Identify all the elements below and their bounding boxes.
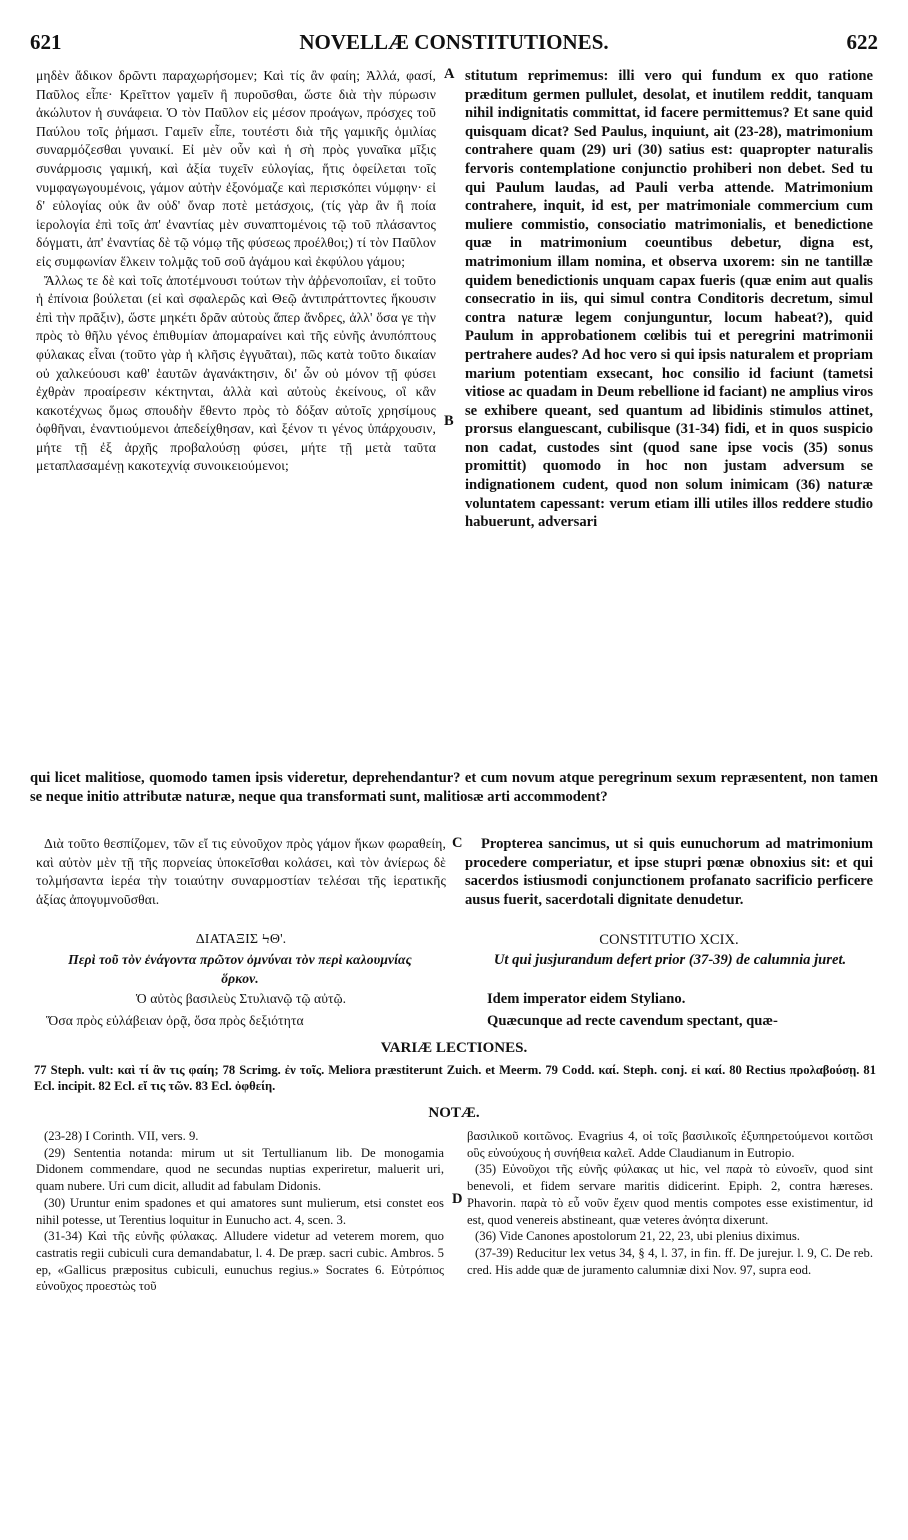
note-item: (30) Uruntur enim spadones et qui amatores sunt mulierum, etsi constet eos nihil potesse, ut Terentius loquitur in Eunucho act. 4, scen. 3.	[36, 1195, 444, 1227]
greek-address: Ὁ αὐτὸς βασιλεὺς Στυλιανῷ τῷ αὐτῷ.	[135, 991, 347, 1006]
running-title: NOVELLÆ CONSTITUTIONES.	[299, 30, 609, 54]
latin-fullwidth-continuation: qui licet malitiose, quomodo tamen ipsis videretur, deprehendantur? et cum novum atque peregrinum sexum repræsentent, non tamen se neque initio attributæ naturæ, neque qua transformati sunt, malitiosæ arti accommodent?	[30, 770, 878, 805]
greek-paragraph-3: Διὰ τοῦτο θεσπίζομεν, τῶν εἴ τις εὐνοῦχον πρὸς γάμον ἥκων φωραθείη, καὶ αὐτὸν μὲν τῇ τῆς πορνείας ὑποκεῖσθαι κολάσει, καὶ τὸν ἀνίερως δὲ τολμήσαντα ἱερέα τὴν τοιαύτην συναρμοστίαν τελέσαι τῆς ἱερατικῆς ἀξίας ἀπογυμνοῦσθαι.	[36, 836, 446, 907]
page-number-left: 621	[30, 30, 62, 54]
variae-lectiones-title: VARIÆ LECTIONES.	[380, 1040, 528, 1056]
column-marker-d: D	[452, 1191, 463, 1207]
column-marker-a: A	[444, 66, 455, 82]
latin-paragraph-2: Propterea sancimus, ut si quis eunuchorum ad matrimonium procedere comperiatur, et ipse stupri pœnæ obnoxius sit: et qui sacerdos istiusmodi conjunctionem profanato sacrificio perficere ausus fuerit, sacerdotali dignitate denudetur.	[465, 836, 873, 908]
note-item: (31-34) Καὶ τῆς εὐνῆς φύλακας. Alludere videtur ad veterem morem, quo castratis regii cubiculi cura demandabatur, l. 4. De præp. sacri cubic. Ambros. 5 ep, «Gallicus præpositus cubiculi, eunuchus regius.» Socrates 6. Εὐτρόπιος εὐνοῦχος προεστὼς τοῦ	[36, 1229, 444, 1294]
note-item: (35) Εὐνοῦχοι τῆς εὐνῆς φύλακας ut hic, vel παρὰ τὸ εὐνοεῖν, quod sint benevoli, et fidem servare maritis didicerint. Epiph. 2, contra hæreses. Phavorin. παρὰ τὸ εὖ νοῦν ἔχειν quod mentis compotes esse existimentur, id est, quod venereis abstineant, quæ veteres ἀνόητα dixerunt.	[467, 1162, 873, 1227]
greek-column-upper	[36, 67, 436, 476]
note-item: (23-28) I Corinth. VII, vers. 9.	[44, 1129, 199, 1143]
note-item: (29) Sententia notanda: mirum ut sit Tertullianum lib. De monogamia Didonem commendare, quod ne secundas nuptias experiretur, maluerit uri, quam nubere. Uri cum dicit, alludit ad fabulam Didonis.	[36, 1145, 444, 1194]
greek-constitution-subtitle: Περὶ τοῦ τὸν ἐνάγοντα πρῶτον ὀμνύναι τὸν περὶ καλουμνίας ὅρκον.	[68, 952, 412, 986]
latin-constitution-title: CONSTITUTIO XCIX.	[599, 932, 739, 948]
column-marker-b: B	[444, 413, 454, 429]
page-number-right: 622	[846, 30, 878, 54]
column-marker-c: C	[452, 835, 463, 851]
greek-paragraph-1: μηδὲν ἄδικον δρῶντι παραχωρήσομεν; Καὶ τίς ἂν φαίη; Ἀλλά, φασί, Παῦλος εἶπε· Κρεῖττον γαμεῖν ἢ πυροῦσθαι, ὥστε διὰ τὴν πύρωσιν ἀκώλυτον ἡ συνάφεια. Ὁ τὸν Παῦλον εἰς μέσον προάγων, πρόσχες τοῦ Παύλου τοῖς ῥήμασι. Γαμεῖν εἶπε, τουτέστι διὰ τῆς γαμικῆς ὁμιλίας συναρμόζεσθαι γυναικί. Εἰ μὲν οὖν καὶ ἡ σὴ πρὸς γυναῖκα μῖξις συνάρμοσις γαμική, καὶ ἀξία τυχεῖν εὐλογίας, ἥτις ὀφείλεται τοῖς νυμφαγωγουμένοις, γάμον αὐτὴν ἐξονόμαζε καὶ περισκόπει νύμφην· εἰ δ' εὐλογίας οὐκ ἂν οὐδ' ὄναρ ποτὲ μετάσχοις, (τίς γὰρ ἂν ἢ ποία ἱερολογία ἐπὶ τοῖς ἀπ' ἐναντίας μὲν συναπτομένοις τῷ τοῦ πλάσαντος δόγματι, ἀπ' ἐναντίας δὲ τῷ νόμῳ τῆς φύσεως προέλθοι;) τί τὸν Παῦλον εἰς συμφωνίαν ἕλκειν τολμᾷς τοῦ σοῦ ἀγάμου καὶ ἐκφύλου γάμου;	[36, 68, 436, 269]
greek-last-line: Ὅσα πρὸς εὐλάβειαν ὁρᾷ, ὅσα πρὸς δεξιότητα	[46, 1013, 304, 1028]
greek-constitution-title: ΔΙΑΤΑΞΙΣ ϞΘ'.	[195, 932, 287, 947]
latin-paragraph-1: stitutum reprimemus: illi vero qui fundum ex quo ratione præditum germen pullulet, desolat, et inutilem reddit, tanquam nihil indignitatis committat, id facere permittemus? Et sane quid quisquam dicat? Sed Paulus, inquiunt, ait (23-28), matrimonium contrahere quam (29) uri (30) satius est: quapropter naturalis fervoris contemplatione conjunctio prohiberi non debet. Sed tu qui Paulum laudas, ad Pauli verba attende. Matrimonium contrahere, inquit, id est, per matrimoniale commercium cum muliere commistio, consociatio matrimonialis, et benedictione quæ in matrimonium coeuntibus debetur, digna est, matrimonium illam nomina, et observa uxorem: sin ne tantillæ quidem benedictionis unquam capax fueris (quæ enim aut qualis consecratio in iis, qui simul contra Conditoris decretum, simul contra naturæ legem conjunguntur, locum habeat?), quid Paulum in approbationem cœlibis tui et peregrini matrimonii pertrahere audes? Ad hoc vero si qui ipsis naturalem et propriam marium potentiam exsecant, hoc consilio id faciunt (tametsi vitiose ac quadam in Deum rebellione id faciant) ne amplius viros se exhibere queant, sed quantum ad libidinis stimulos attinet, prorsus elanguescant, cubilisque (31-34) fidi, et in quos suspicio non cadat, custodes sint (quod sane ipse vocis (35) sonus promittit) quomodo in hoc non justam adversum se indignationem cudent, quod non solum inimicam (36) naturæ voluntatem capessant: verum etiam illi utiles illos reddere studio habuerunt, adversari	[465, 68, 873, 531]
notes-right-column	[467, 1128, 873, 1278]
variae-lectiones-text: 77 Steph. vult: καὶ τί ἂν τις φαίη; 78 Scrimg. ἐν τοῖς. Meliora præstiterunt Zuich. et Meerm. 79 Codd. καί. Steph. conj. εἰ καί. 80 Rectius προλαβούσῃ. 81 Ecl. incipit. 82 Ecl. εἴ τις τῶν. 83 Ecl. ὀφθείη.	[34, 1063, 876, 1093]
greek-paragraph-2: Ἄλλως τε δὲ καὶ τοῖς ἀποτέμνουσι τούτων τὴν ἀῤῥενοποιΐαν, εἰ τοῦτο ἡ ἐπίνοια βούλεται (εἰ καὶ σφαλερῶς καὶ Θεῷ ἀντιπράττοντες ἥκουσιν ἐπὶ τὴν πρᾶξιν), ὥστε μηκέτι δρᾶν αὐτοὺς ἅπερ ἄνδρες, ἀλλ' ὅσα γε τὴν πρὸς τὸ θῆλυ γένος ἐπιθυμίαν ἀπομαραίνει καὶ τῆς εὐνῆς ἀνυπόπτους φύλακας εἶναι (τοῦτο γὰρ ἡ κλῆσις ἐγγυᾶται), πῶς κατὰ τοῦτο δικαίαν οὐ χαλκεύουσι καθ' ἑαυτῶν ἀγανάκτησιν, δι' ὧν οὐ μόνον τῇ φύσει ἐχθρὰν προαίρεσιν κέκτηνται, ἀλλὰ καὶ αὐτοὺς ἐκείνους, οἳ κἂν κακοτέχνως ὅμως σπουδὴν ἔθεντο πρὸς τὸ δόξαν αὐτοῖς χρησίμους ὀφθῆναι, ἐναντιούμενοι ἀπεδείχθησαν, καὶ ξένον τι γένος ὑπάρχουσιν, μήτε τῇ ἐξ ἀρχῆς προβαλούσῃ φύσει, μήτε τῇ μετὰ ταῦτα μεταπλασαμένῃ κακοτεχνίᾳ συνοικειούμενοι;	[36, 272, 436, 474]
notae-title: NOTÆ.	[428, 1105, 480, 1121]
latin-constitution-subtitle: Ut qui jusjurandum defert prior (37-39) de calumnia juret.	[493, 952, 847, 968]
note-item: (37-39) Reducitur lex vetus 34, § 4, l. 37, in fin. ff. De jurejur. l. 9, C. De reb. cred. His adde quæ de juramento calumniæ dixi Nov. 97, supra eod.	[467, 1245, 873, 1277]
latin-column-upper	[465, 67, 873, 532]
notes-left-column	[36, 1128, 444, 1295]
note-item: βασιλικοῦ κοιτῶνος. Evagrius 4, οἱ τοῖς βασιλικοῖς ἐξυπηρετούμενοι κοιτῶσι οὓς εὐνούχους ἡ συνήθεια καλεῖ. Adde Claudianum in Eutropio.	[467, 1129, 873, 1160]
latin-address: Idem imperator eidem Styliano.	[487, 991, 686, 1007]
note-item: (36) Vide Canones apostolorum 21, 22, 23, ubi plenius diximus.	[475, 1229, 800, 1244]
latin-last-line: Quæcunque ad recte cavendum spectant, quæ-	[487, 1013, 778, 1029]
